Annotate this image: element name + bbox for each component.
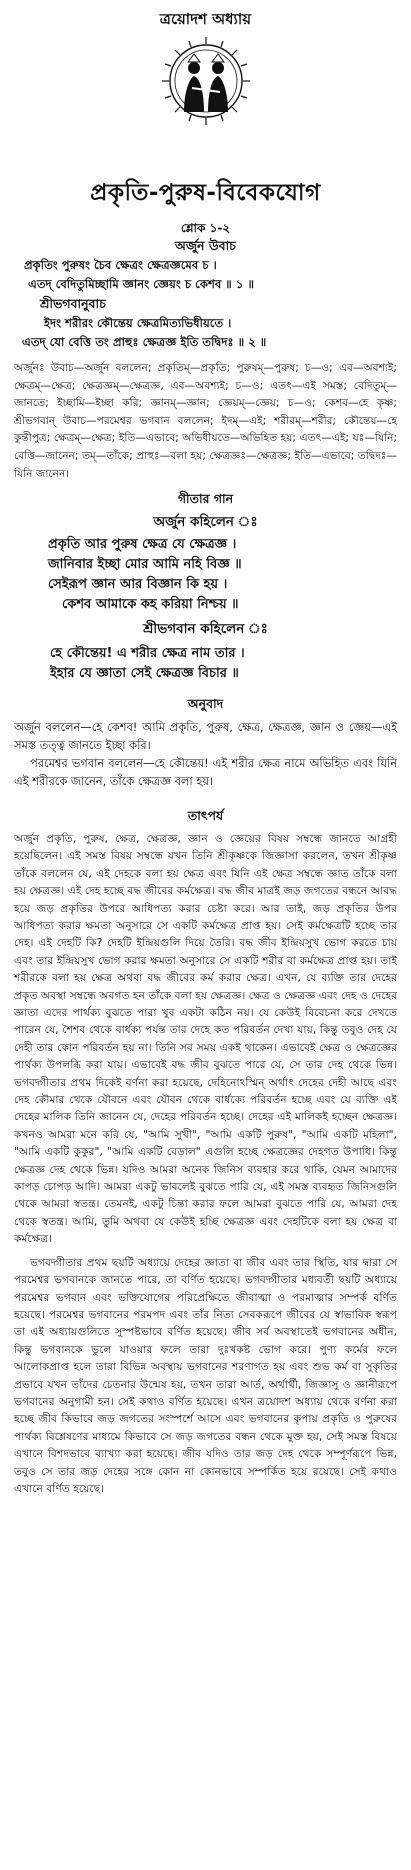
radha-krishna-emblem-icon: [14, 32, 397, 130]
word-for-word-synonyms: অর্জুনঃ উবাচ—অর্জুন বললেন; প্রকৃতিম্—প্রকৃতি; পুরুষম্—পুরুষ; চ—ও; এব—অবশ্যই; ক্ষেত্রম্—ক্ষেত্র; ক্ষেত্রজ্ঞম্—ক্ষেত্রজ্ঞ, এব—অবশ্যই; চ—ও; এতৎ—এই সমস্ত; বেদিতুম্—জানতে; ইচ্ছামি—ইচ্ছা করি; জ্ঞানম্—জ্ঞান; জ্ঞেয়ম্—জ্ঞেয়; চ—ও; কেশব—হে কৃষ্ণ; শ্রীভগবান্ উবাচ—পরমেশ্বর ভগবান বললেন; ইদম্—এই; শরীরম্—শরীর; কৌন্তেয়—হে কুন্তীপুত্র; ক্ষেত্রম্—ক্ষেত্র; ইতি—এভাবে; অভিধীয়তে—অভিহিত হয়; এতৎ—এই; যঃ—যিনি; বেত্তি—জানেন; তম্—তাঁকে; প্রাহুঃ—বলা হয়; ক্ষেত্রজ্ঞঃ—ক্ষেত্রজ্ঞ; ইতি—এভাবে; তদ্বিদঃ—যিনি জানেন।: [14, 362, 397, 480]
song-arjuna-said: অর্জুন কহিলেন ঃ: [153, 514, 258, 531]
verse-line: এতদ্ বেদিতুমিচ্ছামি জ্ঞানং জ্ঞেয়ং চ কেশব ॥ ১ ॥: [28, 277, 255, 291]
translation-heading: অনুবাদ: [187, 695, 224, 711]
purport-heading: তাৎপর্য: [187, 807, 224, 823]
song-heading: গীতার গান: [177, 491, 234, 507]
song-line: সেইরূপ জ্ঞান আর বিজ্ঞান কি হয় ।: [48, 576, 228, 592]
song-line: ইহার যে জ্ঞাতা সেই ক্ষেত্রজ্ঞ বিচার ॥: [50, 666, 239, 682]
purport-paragraph: ভগবদ্গীতার প্রথম ছয়টি অধ্যায়ে দেহের জ্ঞাতা বা জীব এবং তার স্থিতি, যার দ্বারা সে পরমেশ্বর ভগবানকে জানতে পারে, তা বর্ণিত হয়েছে। ভগবদ্গীতার মধ্যবর্তী ছয়টি অধ্যায়ে পরমেশ্বর ভগবান এবং ভক্তিযোগের পরিপ্রেক্ষিতে জীবাত্মা ও পরমাত্মার সম্পর্ক বর্ণিত হয়েছে। পরমেশ্বর ভগবানের পরমপদ এবং তাঁর নিত্য সেবকরূপে জীবের যে স্বাভাবিক স্বরূপ তা এই অধ্যায়গুলিতে সুস্পষ্টভাবে বর্ণিত হয়েছে। জীব সর্ব অবস্থাতেই ভগবানের অধীন, কিন্তু ভগবানকে ভুলে যাওয়ার ফলে তারা দুঃখকষ্ট ভোগ করে। পুণ্য কর্মের ফলে আলোকপ্রাপ্ত হলে তারা বিভিন্ন অবস্থায় ভগবানের শরণাগত হয় এবং শুভ কর্ম বা সুকৃতির প্রভাবে যখন তাঁদের চেতনার উন্মেষ হয়, তখন তারা আর্ত, অর্থার্থী, জিজ্ঞাসু ও জ্ঞানীরূপে ভগবানের অনুগামী হন। সেই কথাও বর্ণিত হয়েছে। এখন ত্রয়োদশ অধ্যায় থেকে বর্ণনা করা হচ্ছে জীব কিভাবে জড় জগতের সংস্পর্শে আসে এবং ভগবানের কৃপায় প্রকৃতি ও পুরুষের পার্থক্য বিশ্লেষণের মাধ্যমে কিভাবে সে জড় জগতের বন্ধন থেকে মুক্ত হয়, সেই সমস্ত বিষয়ে এখানে বিশদভাবে ব্যাখ্যা করা হয়েছে। জীব যদিও তার জড় দেহ থেকে সম্পূর্ণরূপে ভিন্ন, তবুও সে তার জড় দেহের সঙ্গে কোন না কোনভাবে সম্পর্কিত হয়ে রয়েছে। সেই কথাও এখানে বর্ণিত হয়েছে।: [14, 1255, 397, 1495]
song-bhagavan-lines: [14, 644, 397, 684]
song-line: কেশব আমাকে কহ করিয়া নিশ্চয় ॥: [62, 596, 239, 612]
purport-text: [14, 830, 397, 1497]
bhagavan-uvaca: শ্রীভগবানুবাচ: [40, 296, 106, 311]
song-bhagavan-said: শ্রীভগবান কহিলেন ঃ: [143, 621, 268, 638]
verse-line: প্রকৃতিং পুরুষং চৈব ক্ষেত্রং ক্ষেত্রজ্ঞমেব চ ।: [24, 258, 217, 272]
verse-line: এতদ্ যো বেত্তি তং প্রাহুঃ ক্ষেত্রজ্ঞ ইতি তদ্বিদঃ ॥ ২ ॥: [22, 335, 267, 349]
verse-line: ইদং শরীরং কৌন্তেয় ক্ষেত্রমিত্যভিধীয়তে ।: [44, 316, 232, 330]
purport-paragraph: অর্জুন প্রকৃতি, পুরুষ, ক্ষেত্র, ক্ষেত্রজ্ঞ, জ্ঞান ও জ্ঞেয়ের বিষয় সম্বন্ধে জানতে আগ্রহী হয়েছিলেন। এই সমস্ত বিষয় সম্বন্ধে যখন তিনি শ্রীকৃষ্ণকে জিজ্ঞাসা করলেন, তখন শ্রীকৃষ্ণ তাঁকে বললেন যে, এই দেহকে বলা হয় ক্ষেত্র এবং যিনি এই ক্ষেত্র সম্বন্ধে জ্ঞাত তাঁকে বলা হয় ক্ষেত্রজ্ঞ। এই দেহ হচ্ছে বদ্ধ জীবের কর্মক্ষেত্র। বদ্ধ জীব মাত্রই জড় জগতের বন্ধনে আবদ্ধ হয়ে জড় প্রকৃতির উপরে আধিপত্য করার চেষ্টা করে। আর তাই, জড় প্রকৃতির উপর আধিপত্য করার ক্ষমতা অনুসারে সে একটি কর্মক্ষেত্র প্রাপ্ত হয়। সেই কর্মক্ষেত্রটি হচ্ছে তার দেহ। এই দেহটি কি? দেহটি ইন্দ্রিয়গুলি দিয়ে তৈরি। বদ্ধ জীব ইন্দ্রিয়সুখ ভোগ করতে চায় এবং তার ইন্দ্রিয়সুখ ভোগ করার ক্ষমতা অনুসারে সে একটি শরীর বা কর্মক্ষেত্র প্রাপ্ত হয়। তাই শরীরকে বলা হয় ক্ষেত্র অথবা বদ্ধ জীবের কর্ম করার ক্ষেত্র। এখন, যে ব্যক্তি তার দেহের প্রকৃত অবস্থা সম্বন্ধে অবগত হন তাঁকে বলা হয় ক্ষেত্রজ্ঞ। ক্ষেত্র ও ক্ষেত্রজ্ঞ এবং দেহ ও দেহের জ্ঞাতা এদের পার্থক্য বুঝতে পারা খুব একটা কঠিন নয়। যে কেউই বিবেচনা করে দেখতে পারেন যে, শৈশব থেকে বার্ধক্য পর্যন্ত তার দেহে কত পরিবর্তন দেখা যায়, কিন্তু তবুও দেহ যে দেহী তার কোন পরিবর্তন হয় না। তিনি সব সময় একই থাকেন। এভাবেই ক্ষেত্র ও ক্ষেত্রজ্ঞের পার্থক্য উপলব্ধি করা যায়। এভাবেই বদ্ধ জীব বুঝতে পারে যে, সে তার দেহ থেকে ভিন্ন। ভগবদ্গীতার প্রথম দিকেই বর্ণনা করা হয়েছে, দেহিনোঽস্মিন্ অর্থাৎ দেহের দেহী আছে এবং দেহ কৌমার থেকে যৌবনে এবং যৌবন থেকে বার্ধক্যে পরিবর্তন হচ্ছে এবং যে ব্যক্তি এই দেহের মালিক তিনি জানেন যে, দেহের পরিবর্তন হচ্ছে। দেহের এই মালিকই হচ্ছেন ক্ষেত্রজ্ঞ। কখনও আমরা মনে করি যে, "আমি সুখী", "আমি একটি পুরুষ", "আমি একটি মহিলা", "আমি একটি কুকুর", "আমি একটি বেড়াল" এগুলি হচ্ছে ক্ষেত্রজ্ঞের দেহগত উপাধি। কিন্তু ক্ষেত্রজ্ঞ দেহ থেকে ভিন্ন। যদিও আমরা অনেক জিনিস ব্যবহার করে থাকি, যেমন আমাদের কাপড় চোপড় আদি। আমরা একটু ভাবলেই বুঝতে পারি যে, এই সমস্ত ব্যবহৃত জিনিসগুলি থেকে আমরা স্বতন্ত্র। তেমনই, একটু চিন্তা করার ফলে আমরা বুঝতে পারি যে, আমরা দেহ থেকে স্বতন্ত্র। আমি, তুমি অথবা যে কেউই হচ্ছি ক্ষেত্রজ্ঞ এবং দেহটিকে বলা হয় ক্ষেত্র বা কর্মক্ষেত্র।: [14, 831, 397, 1246]
song-line: জানিবার ইচ্ছা মোর আমি নহি বিজ্ঞ ॥: [48, 556, 242, 572]
verse-1: [14, 256, 397, 294]
song-line: হে কৌন্তেয়! এ শরীর ক্ষেত্র নাম তার ।: [50, 646, 245, 662]
song-arjuna-lines: [14, 535, 397, 614]
translation-paragraph: পরমেশ্বর ভগবান বললেন—হে কৌন্তেয়! এই শরীর ক্ষেত্র নামে অভিহিত এবং যিনি এই শরীরকে জানেন, তাঁকে ক্ষেত্রজ্ঞ বলা হয়।: [14, 755, 397, 788]
chapter-title: ত্রয়োদশ অধ্যায়: [159, 10, 252, 28]
song-line: প্রকৃতি আর পুরুষ ক্ষেত্র যে ক্ষেত্রজ্ঞ ।: [48, 537, 237, 553]
translation-paragraph: অর্জুন বললেন—হে কেশব! আমি প্রকৃতি, পুরুষ, ক্ষেত্র, ক্ষেত্রজ্ঞ, জ্ঞান ও জ্ঞেয়—এই সমস্ত তত্ত্ব জানতে ইচ্ছা করি।: [14, 719, 397, 752]
sloka-heading: শ্লোক ১-২: [180, 221, 231, 235]
main-title: প্রকৃতি-পুরুষ-বিবেকযোগ: [90, 180, 321, 206]
verse-2: [14, 314, 397, 352]
translation-text: [14, 718, 397, 790]
arjuna-uvaca: অর্জুন উবাচ: [175, 238, 236, 253]
